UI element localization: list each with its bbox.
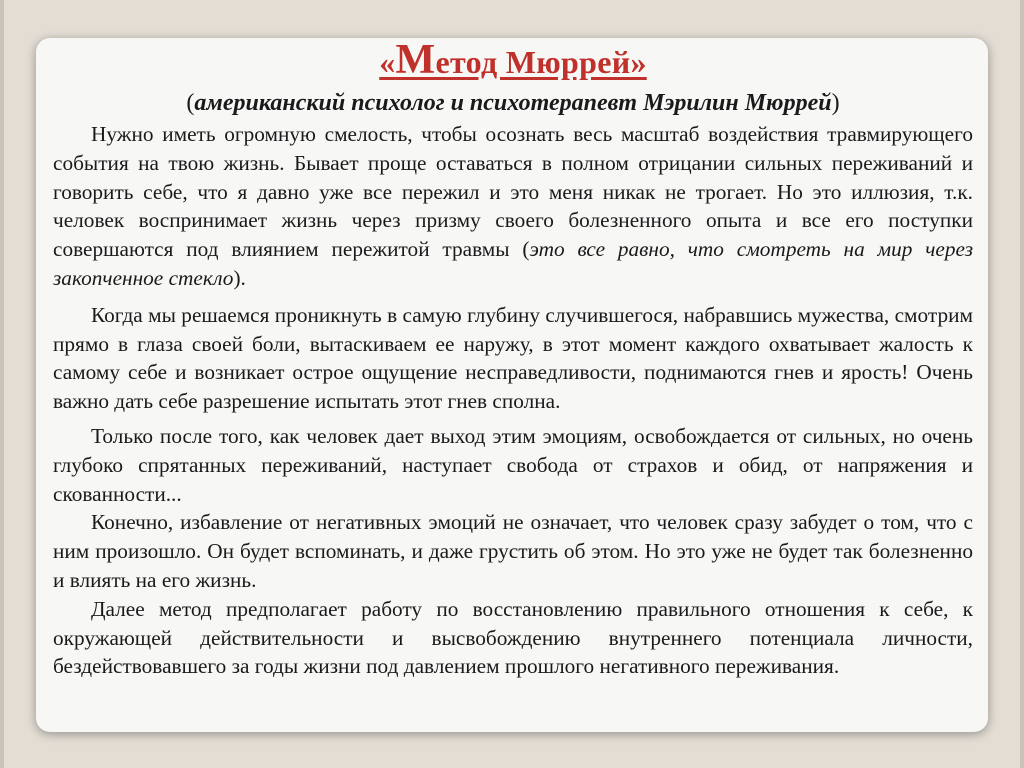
paragraph-1	[53, 120, 973, 293]
slide-content	[53, 37, 973, 681]
subtitle-text: американский психолог и психотерапевт Мэрилин Мюррей	[194, 90, 832, 116]
paragraph-1-end: ).	[233, 265, 246, 290]
paragraph-1-italic: это все равно, что смотреть на мир через закопченное стекло	[53, 237, 973, 290]
paragraph-3: Только после того, как человек дает выход этим эмоциям, освобождается от сильных, но очень глубоко спрятанных переживаний, наступает свобода от страхов и обид, от напряжения и скованности...	[53, 423, 973, 506]
paragraph-4: Конечно, избавление от негативных эмоций не означает, что человек сразу забудет о том, что с ним произошло. Он будет вспоминать, и даже грустить об этом. Но это уже не будет так болезненно и влиять на его жизнь.	[53, 510, 973, 592]
subtitle-close-paren: )	[831, 90, 840, 116]
paragraph-1-text: Нужно иметь огромную смелость, чтобы осознать весь масштаб воздействия травмирующего события на твою жизнь. Бывает проще оставаться в полном отрицании сильных переживаний и говорить себе, что я давно уже все пережил и это меня никак не трогает. Но это иллюзия, т.к. человек воспринимает жизнь через призму своего болезненного опыта и все его поступки совершаются под влиянием пережитой травмы (	[53, 122, 973, 262]
subtitle-open-paren: (	[186, 90, 195, 116]
paragraph-2: Когда мы решаемся проникнуть в самую глубину случившегося, набравшись мужества, смотрим прямо в глаза своей боли, вытаскиваем ее наружу, в этот момент каждого охватывает жалость к самому себе и возникает острое ощущение несправедливости, поднимаются гнев и ярость! Очень важно дать себе разрешение испытать этот гнев сполна.	[53, 302, 973, 414]
title-open-quote: «	[379, 44, 396, 80]
title-rest: етод Мюррей»	[435, 44, 647, 80]
slide-subtitle	[53, 90, 973, 116]
paragraph-5: Далее метод предполагает работу по восстановлению правильного отношения к себе, к окружающей действительности и высвобождению внутреннего потенциала личности, бездействовавшего за годы жизни под давлением прошлого негативного переживания.	[53, 596, 973, 679]
slide-title	[53, 37, 973, 83]
title-big-letter: М	[395, 37, 436, 83]
